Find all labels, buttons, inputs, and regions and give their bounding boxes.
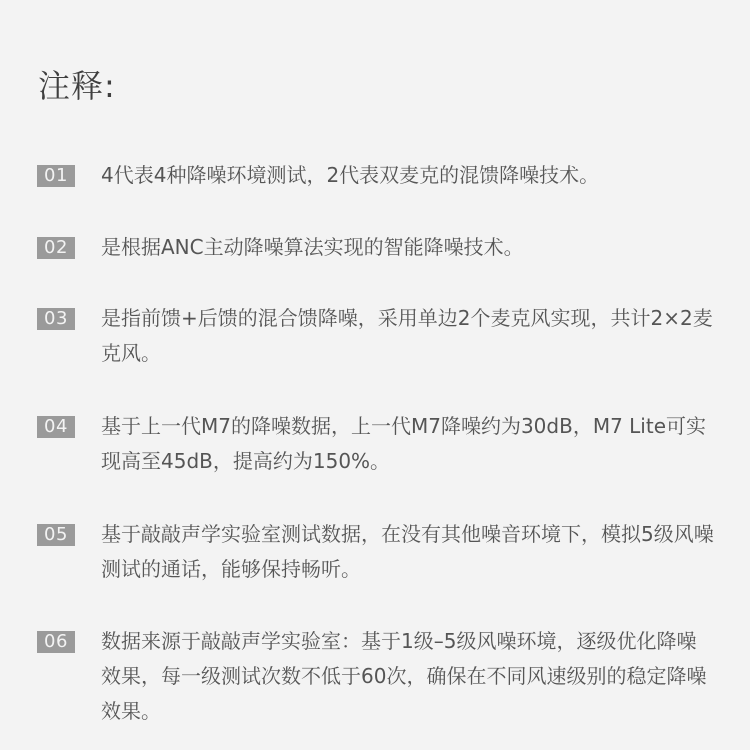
- note-number-badge: 05: [37, 524, 75, 546]
- note-text: 是指前馈+后馈的混合馈降噪，采用单边2个麦克风实现，共计2×2麦克风。: [101, 306, 713, 365]
- note-number-badge: 04: [37, 416, 75, 438]
- note-text: 数据来源于敲敲声学实验室：基于1级–5级风噪环境，逐级优化降噪效果，每一级测试次数不低于60次，确保在不同风速级别的稳定降噪效果。: [101, 629, 707, 723]
- note-text: 4代表4种降噪环境测试，2代表双麦克的混馈降噪技术。: [101, 163, 600, 187]
- note-text: 是根据ANC主动降噪算法实现的智能降噪技术。: [101, 235, 524, 259]
- note-text: 基于敲敲声学实验室测试数据，在没有其他噪音环境下，模拟5级风噪测试的通话，能够保持畅听。: [101, 522, 714, 581]
- note-number-badge: 01: [37, 165, 75, 187]
- note-number-badge: 06: [37, 631, 75, 653]
- note-text: 基于上一代M7的降噪数据，上一代M7降噪约为30dB，M7 Lite可实现高至45dB，提高约为150%。: [101, 414, 707, 473]
- note-number-badge: 02: [37, 237, 75, 259]
- page-title: 注释:: [38, 67, 116, 105]
- note-number-badge: 03: [37, 308, 75, 330]
